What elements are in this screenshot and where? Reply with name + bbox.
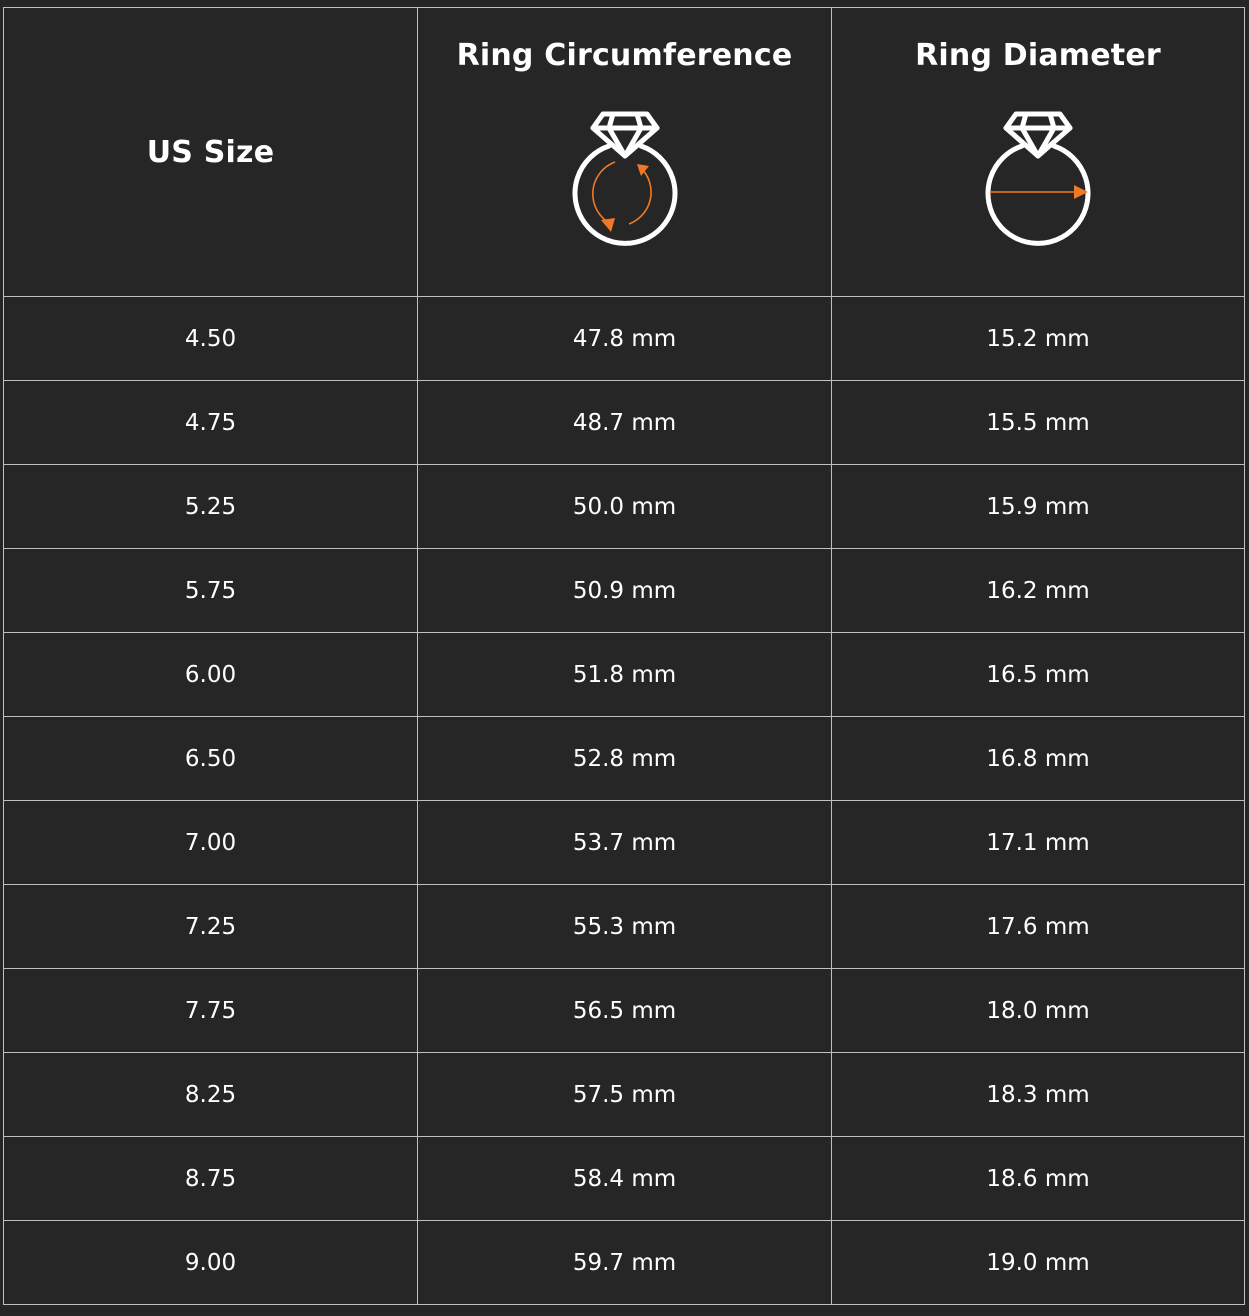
table-row: [4, 969, 1245, 1053]
circumference-value: 57.5 mm: [572, 1081, 677, 1108]
diameter-cell: [832, 801, 1245, 885]
circumference-cell: [418, 969, 832, 1053]
circumference-value: 56.5 mm: [572, 997, 677, 1024]
table-row: [4, 717, 1245, 801]
circumference-heading: Ring Circumference: [456, 38, 793, 73]
diameter-cell: [832, 885, 1245, 969]
size-value: 9.00: [184, 1249, 237, 1276]
size-table: [3, 7, 1245, 1305]
size-cell: [4, 969, 418, 1053]
size-value: 5.25: [184, 493, 237, 520]
circumference-cell: [418, 549, 832, 633]
diameter-heading: Ring Diameter: [915, 38, 1161, 73]
circumference-value: 59.7 mm: [572, 1249, 677, 1276]
diameter-cell: [832, 1137, 1245, 1221]
circumference-value: 48.7 mm: [572, 409, 677, 436]
table-row: [4, 801, 1245, 885]
circumference-value: 47.8 mm: [572, 325, 677, 352]
circumference-cell: [418, 1221, 832, 1305]
header-row: [4, 8, 1245, 297]
table-row: [4, 549, 1245, 633]
diameter-cell: [832, 1221, 1245, 1305]
circumference-value: 50.9 mm: [572, 577, 677, 604]
circumference-value: 51.8 mm: [572, 661, 677, 688]
size-cell: [4, 717, 418, 801]
circumference-value: 55.3 mm: [572, 913, 677, 940]
diameter-cell: [832, 1053, 1245, 1137]
diameter-value: 15.5 mm: [986, 409, 1090, 436]
size-cell: [4, 381, 418, 465]
size-cell: [4, 297, 418, 381]
table-row: [4, 381, 1245, 465]
diameter-cell: [832, 297, 1245, 381]
circumference-cell: [418, 297, 832, 381]
ring-circumference-icon: [565, 106, 685, 246]
diameter-cell: [832, 633, 1245, 717]
size-cell: [4, 1137, 418, 1221]
circumference-cell: [418, 465, 832, 549]
size-value: 4.75: [184, 409, 237, 436]
table-row: [4, 1221, 1245, 1305]
size-value: 8.75: [184, 1165, 237, 1192]
circumference-cell: [418, 801, 832, 885]
diameter-cell: [832, 969, 1245, 1053]
circumference-cell: [418, 717, 832, 801]
size-value: 7.25: [184, 913, 237, 940]
size-cell: [4, 633, 418, 717]
size-cell: [4, 1221, 418, 1305]
table-row: [4, 633, 1245, 717]
size-value: 7.75: [184, 997, 237, 1024]
table-row: [4, 1137, 1245, 1221]
diameter-cell: [832, 549, 1245, 633]
size-value: 7.00: [184, 829, 237, 856]
size-cell: [4, 549, 418, 633]
size-cell: [4, 801, 418, 885]
table-row: [4, 1053, 1245, 1137]
us-size-heading: US Size: [146, 134, 275, 170]
size-value: 6.00: [184, 661, 237, 688]
size-cell: [4, 465, 418, 549]
diameter-value: 19.0 mm: [986, 1249, 1090, 1276]
table-row: [4, 465, 1245, 549]
size-value: 8.25: [184, 1081, 237, 1108]
diameter-cell: [832, 717, 1245, 801]
diameter-value: 16.8 mm: [986, 745, 1090, 772]
diameter-value: 18.6 mm: [986, 1165, 1090, 1192]
circumference-cell: [418, 1137, 832, 1221]
circumference-cell: [418, 885, 832, 969]
size-rows: [4, 297, 1245, 1305]
diameter-cell: [832, 381, 1245, 465]
header-circumference: [418, 8, 832, 297]
diameter-value: 15.9 mm: [986, 493, 1090, 520]
table-row: [4, 885, 1245, 969]
circumference-value: 53.7 mm: [572, 829, 677, 856]
diameter-cell: [832, 465, 1245, 549]
diameter-value: 15.2 mm: [986, 325, 1090, 352]
circumference-cell: [418, 1053, 832, 1137]
circumference-value: 58.4 mm: [572, 1165, 677, 1192]
circumference-cell: [418, 381, 832, 465]
diameter-value: 18.3 mm: [986, 1081, 1090, 1108]
size-value: 4.50: [184, 325, 237, 352]
table-row: [4, 297, 1245, 381]
header-diameter: [832, 8, 1245, 297]
circumference-cell: [418, 633, 832, 717]
circumference-value: 50.0 mm: [572, 493, 677, 520]
diameter-value: 16.5 mm: [986, 661, 1090, 688]
diameter-value: 17.1 mm: [986, 829, 1090, 856]
diameter-value: 17.6 mm: [986, 913, 1090, 940]
diameter-value: 18.0 mm: [986, 997, 1090, 1024]
circumference-value: 52.8 mm: [572, 745, 677, 772]
size-cell: [4, 1053, 418, 1137]
size-cell: [4, 885, 418, 969]
ring-diameter-icon: [978, 106, 1098, 246]
header-us-size: [4, 8, 418, 297]
size-value: 5.75: [184, 577, 237, 604]
size-value: 6.50: [184, 745, 237, 772]
diameter-value: 16.2 mm: [986, 577, 1090, 604]
